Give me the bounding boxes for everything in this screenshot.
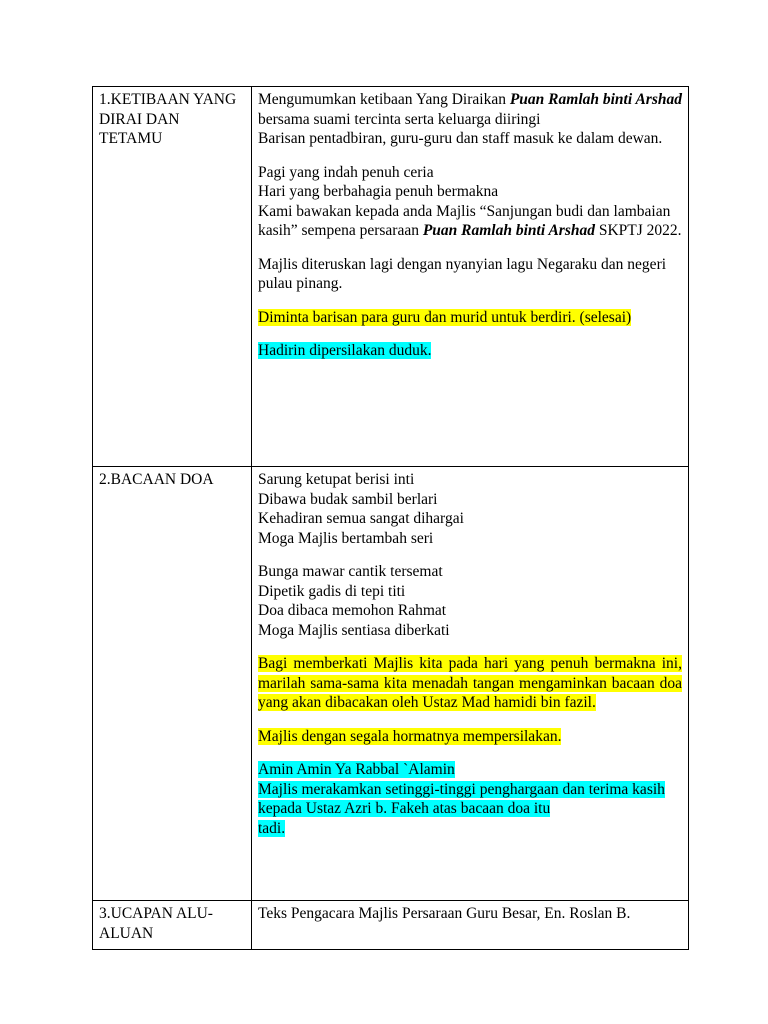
highlighted-instruction: Bagi memberkati Majlis kita pada hari yang penuh bermakna ini, marilah sama-sama kita menadah tangan mengaminkan bacaan doa yang akan dibacakan oleh Ustaz Mad hamidi bin fazil. xyxy=(258,655,682,711)
item-content-cell xyxy=(252,87,689,467)
item-label-cell xyxy=(93,87,252,467)
item-label-cell xyxy=(93,901,252,950)
text-span: SKPTJ 2022. xyxy=(594,222,682,239)
item-label: 2.BACAAN DOA xyxy=(99,471,214,488)
program-table xyxy=(92,86,689,950)
paragraph-arrival xyxy=(258,90,682,149)
verse-line: Moga Majlis sentiasa diberkati xyxy=(258,621,450,639)
pantun-verse xyxy=(258,562,682,640)
pantun-verse xyxy=(258,470,682,548)
item-content-cell xyxy=(252,901,689,950)
text-span: Kami bawakan kepada anda Majlis “Sanjungan budi dan lambaian kasih” sempena persaraan xyxy=(258,202,671,239)
table-row xyxy=(93,87,689,467)
highlighted-line: tadi. xyxy=(258,819,286,837)
paragraph-sit xyxy=(258,341,682,361)
paragraph-invite xyxy=(258,727,682,747)
highlighted-instruction: Diminta barisan para guru dan murid untuk berdiri. (selesai) xyxy=(258,308,632,326)
table-row xyxy=(93,901,689,950)
paragraph-thanks xyxy=(258,760,682,838)
highlighted-instruction: Majlis dengan segala hormatnya mempersilakan. xyxy=(258,727,562,745)
verse-line: Doa dibaca memohon Rahmat xyxy=(258,602,447,619)
highlighted-line: Amin Amin Ya Rabbal `Alamin xyxy=(258,761,455,778)
verse-line: Dibawa budak sambil berlari xyxy=(258,490,438,508)
paragraph-prayer-intro xyxy=(258,654,682,713)
honoree-name: Puan Ramlah binti Arshad xyxy=(509,91,682,108)
paragraph-speech xyxy=(258,904,682,924)
text-line: Pagi yang indah penuh ceria xyxy=(258,163,434,181)
item-content-cell xyxy=(252,467,689,901)
paragraph-anthem xyxy=(258,255,682,294)
text-span: Mengumumkan ketibaan Yang Diraikan xyxy=(258,91,510,108)
verse-line: Sarung ketupat berisi inti xyxy=(258,471,415,488)
verse-line: Kehadiran semua sangat dihargai xyxy=(258,510,464,527)
table-row xyxy=(93,467,689,901)
text-line: Hari yang berbahagia penuh bermakna xyxy=(258,183,499,200)
text-line: Barisan pentadbiran, guru-guru dan staff masuk ke dalam dewan. xyxy=(258,130,663,147)
highlighted-line: Majlis merakamkan setinggi-tinggi penghargaan dan terima kasih kepada Ustaz Azri b. Fakeh atas bacaan doa itu xyxy=(258,780,665,817)
text-span: Majlis diteruskan lagi dengan nyanyian lagu Negaraku dan negeri pulau pinang. xyxy=(258,255,667,292)
verse-line: Moga Majlis bertambah seri xyxy=(258,529,434,547)
paragraph-welcome-verse xyxy=(258,163,682,241)
item-label: 1.KETIBAAN YANG DIRAI DAN TETAMU xyxy=(99,91,237,147)
item-label: 3.UCAPAN ALU-ALUAN xyxy=(99,905,213,942)
highlighted-instruction: Hadirin dipersilakan duduk. xyxy=(258,342,432,359)
paragraph-stand xyxy=(258,308,682,328)
text-span: bersama suami tercinta serta keluarga diiringi xyxy=(258,110,541,128)
honoree-name: Puan Ramlah binti Arshad xyxy=(422,222,595,239)
text-span: Teks Pengacara Majlis Persaraan Guru Besar, En. Roslan B. xyxy=(258,905,631,922)
verse-line: Bunga mawar cantik tersemat xyxy=(258,563,443,580)
item-label-cell xyxy=(93,467,252,901)
verse-line: Dipetik gadis di tepi titi xyxy=(258,582,406,600)
